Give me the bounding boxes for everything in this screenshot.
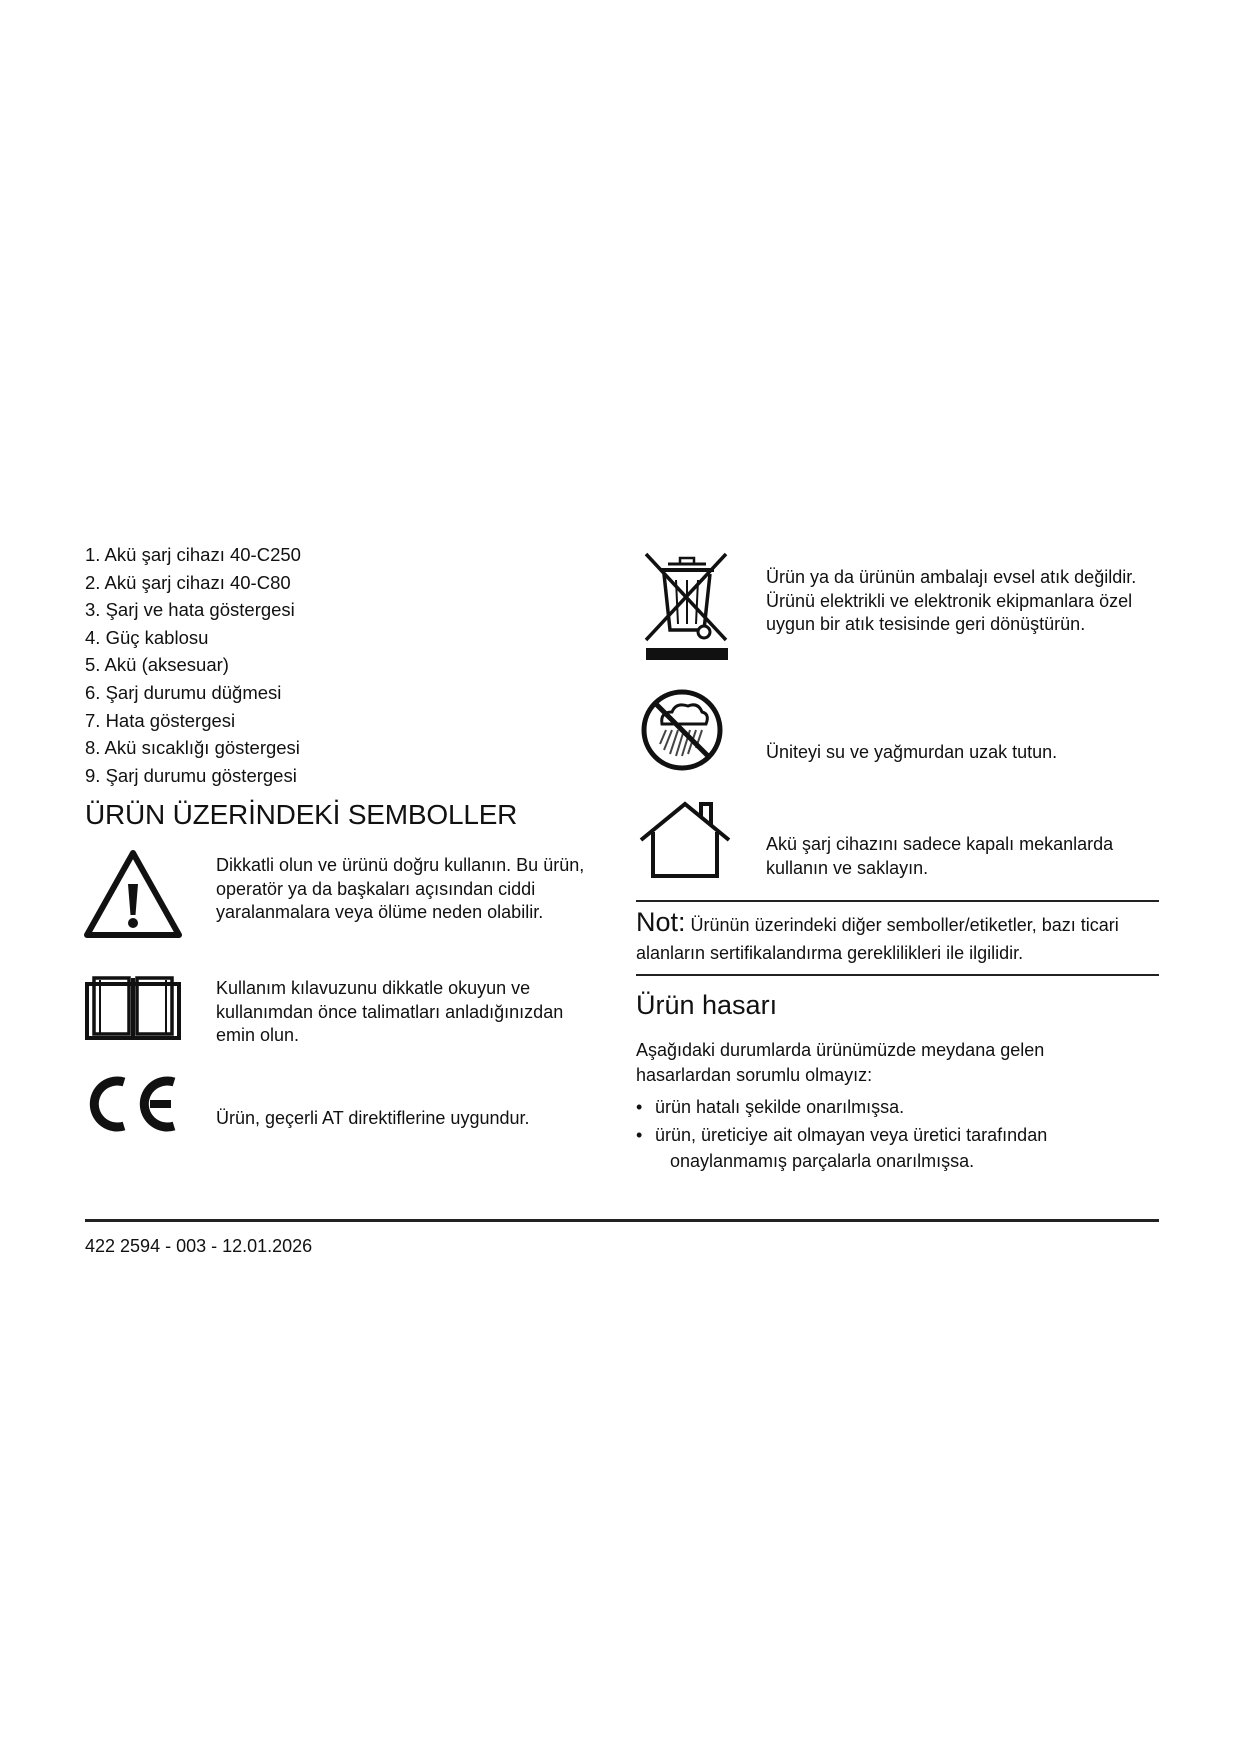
bullet-text: ürün hatalı şekilde onarılmışsa. bbox=[655, 1097, 905, 1117]
manual-text: Kullanım kılavuzunu dikkatle okuyun ve kullanımdan önce talimatları anladığınızdan emin olun. bbox=[216, 978, 564, 1045]
list-item: 4. Güç kablosu bbox=[85, 626, 209, 648]
list-item bbox=[636, 1094, 1116, 1120]
note bbox=[636, 908, 1156, 967]
no-rain-icon bbox=[640, 688, 724, 772]
damage-title: Ürün hasarı bbox=[636, 990, 778, 1020]
list-item: 1. Akü şarj cihazı 40-C250 bbox=[85, 544, 301, 565]
document-id: 422 2594 - 003 - 12.01.2026 bbox=[85, 1236, 313, 1256]
section-title: ÜRÜN ÜZERİNDEKİ SEMBOLLER bbox=[85, 799, 518, 830]
weee-text: Ürün ya da ürünün ambalajı evsel atık değildir. Ürünü elektrikli ve elektronik ekipmanlara özel uygun bir atık tesisinde geri dönüştürün. bbox=[766, 567, 1137, 634]
note-label: Not: bbox=[636, 907, 686, 937]
list-item: 2. Akü şarj cihazı 40-C80 bbox=[85, 571, 291, 593]
list-item bbox=[636, 1122, 1116, 1174]
bullet-glyph: • bbox=[636, 1125, 643, 1145]
list-item: 3. Şarj ve hata göstergesi bbox=[85, 599, 295, 621]
damage-bullets bbox=[636, 1094, 1116, 1176]
bullet-glyph: • bbox=[636, 1097, 643, 1117]
damage-intro: Aşağıdaki durumlarda ürünümüzde meydana gelen hasarlardan sorumlu olmayız: bbox=[636, 1040, 1045, 1085]
open-book-icon bbox=[84, 972, 182, 1042]
house-icon bbox=[637, 800, 733, 880]
list-item: 5. Akü (aksesuar) bbox=[85, 654, 229, 676]
note-divider-top bbox=[636, 900, 1159, 902]
ce-text: Ürün, geçerli AT direktiflerine uygundur. bbox=[216, 1108, 530, 1128]
list-item: 8. Akü sıcaklığı göstergesi bbox=[85, 737, 300, 759]
note-text: Ürünün üzerindeki diğer semboller/etiketler, bazı ticari alanların sertifikalandırma gereklilikleri ile ilgilidir. bbox=[636, 915, 1119, 963]
indoor-text: Akü şarj cihazını sadece kapalı mekanlarda kullanın ve saklayın. bbox=[766, 834, 1114, 878]
warning-text: Dikkatli olun ve ürünü doğru kullanın. Bu ürün, operatör ya da başkaları açısından ciddi yaralanmalara veya ölüme neden olabilir. bbox=[216, 855, 585, 922]
ce-mark-icon bbox=[84, 1074, 180, 1134]
list-item: 6. Şarj durumu düğmesi bbox=[85, 681, 282, 703]
list-item: 7. Hata göstergesi bbox=[85, 709, 236, 731]
bullet-text: ürün, üreticiye ait olmayan veya üretici tarafından onaylanmamış parçalarla onarılmışsa. bbox=[655, 1125, 1048, 1171]
note-divider-bottom bbox=[636, 974, 1159, 976]
rain-text: Üniteyi su ve yağmurdan uzak tutun. bbox=[766, 742, 1058, 762]
footer-divider bbox=[85, 1219, 1159, 1222]
warning-triangle-icon bbox=[84, 849, 182, 939]
crossed-bin-icon bbox=[642, 550, 732, 662]
list-item: 9. Şarj durumu göstergesi bbox=[85, 764, 297, 786]
parts-list bbox=[85, 541, 301, 789]
